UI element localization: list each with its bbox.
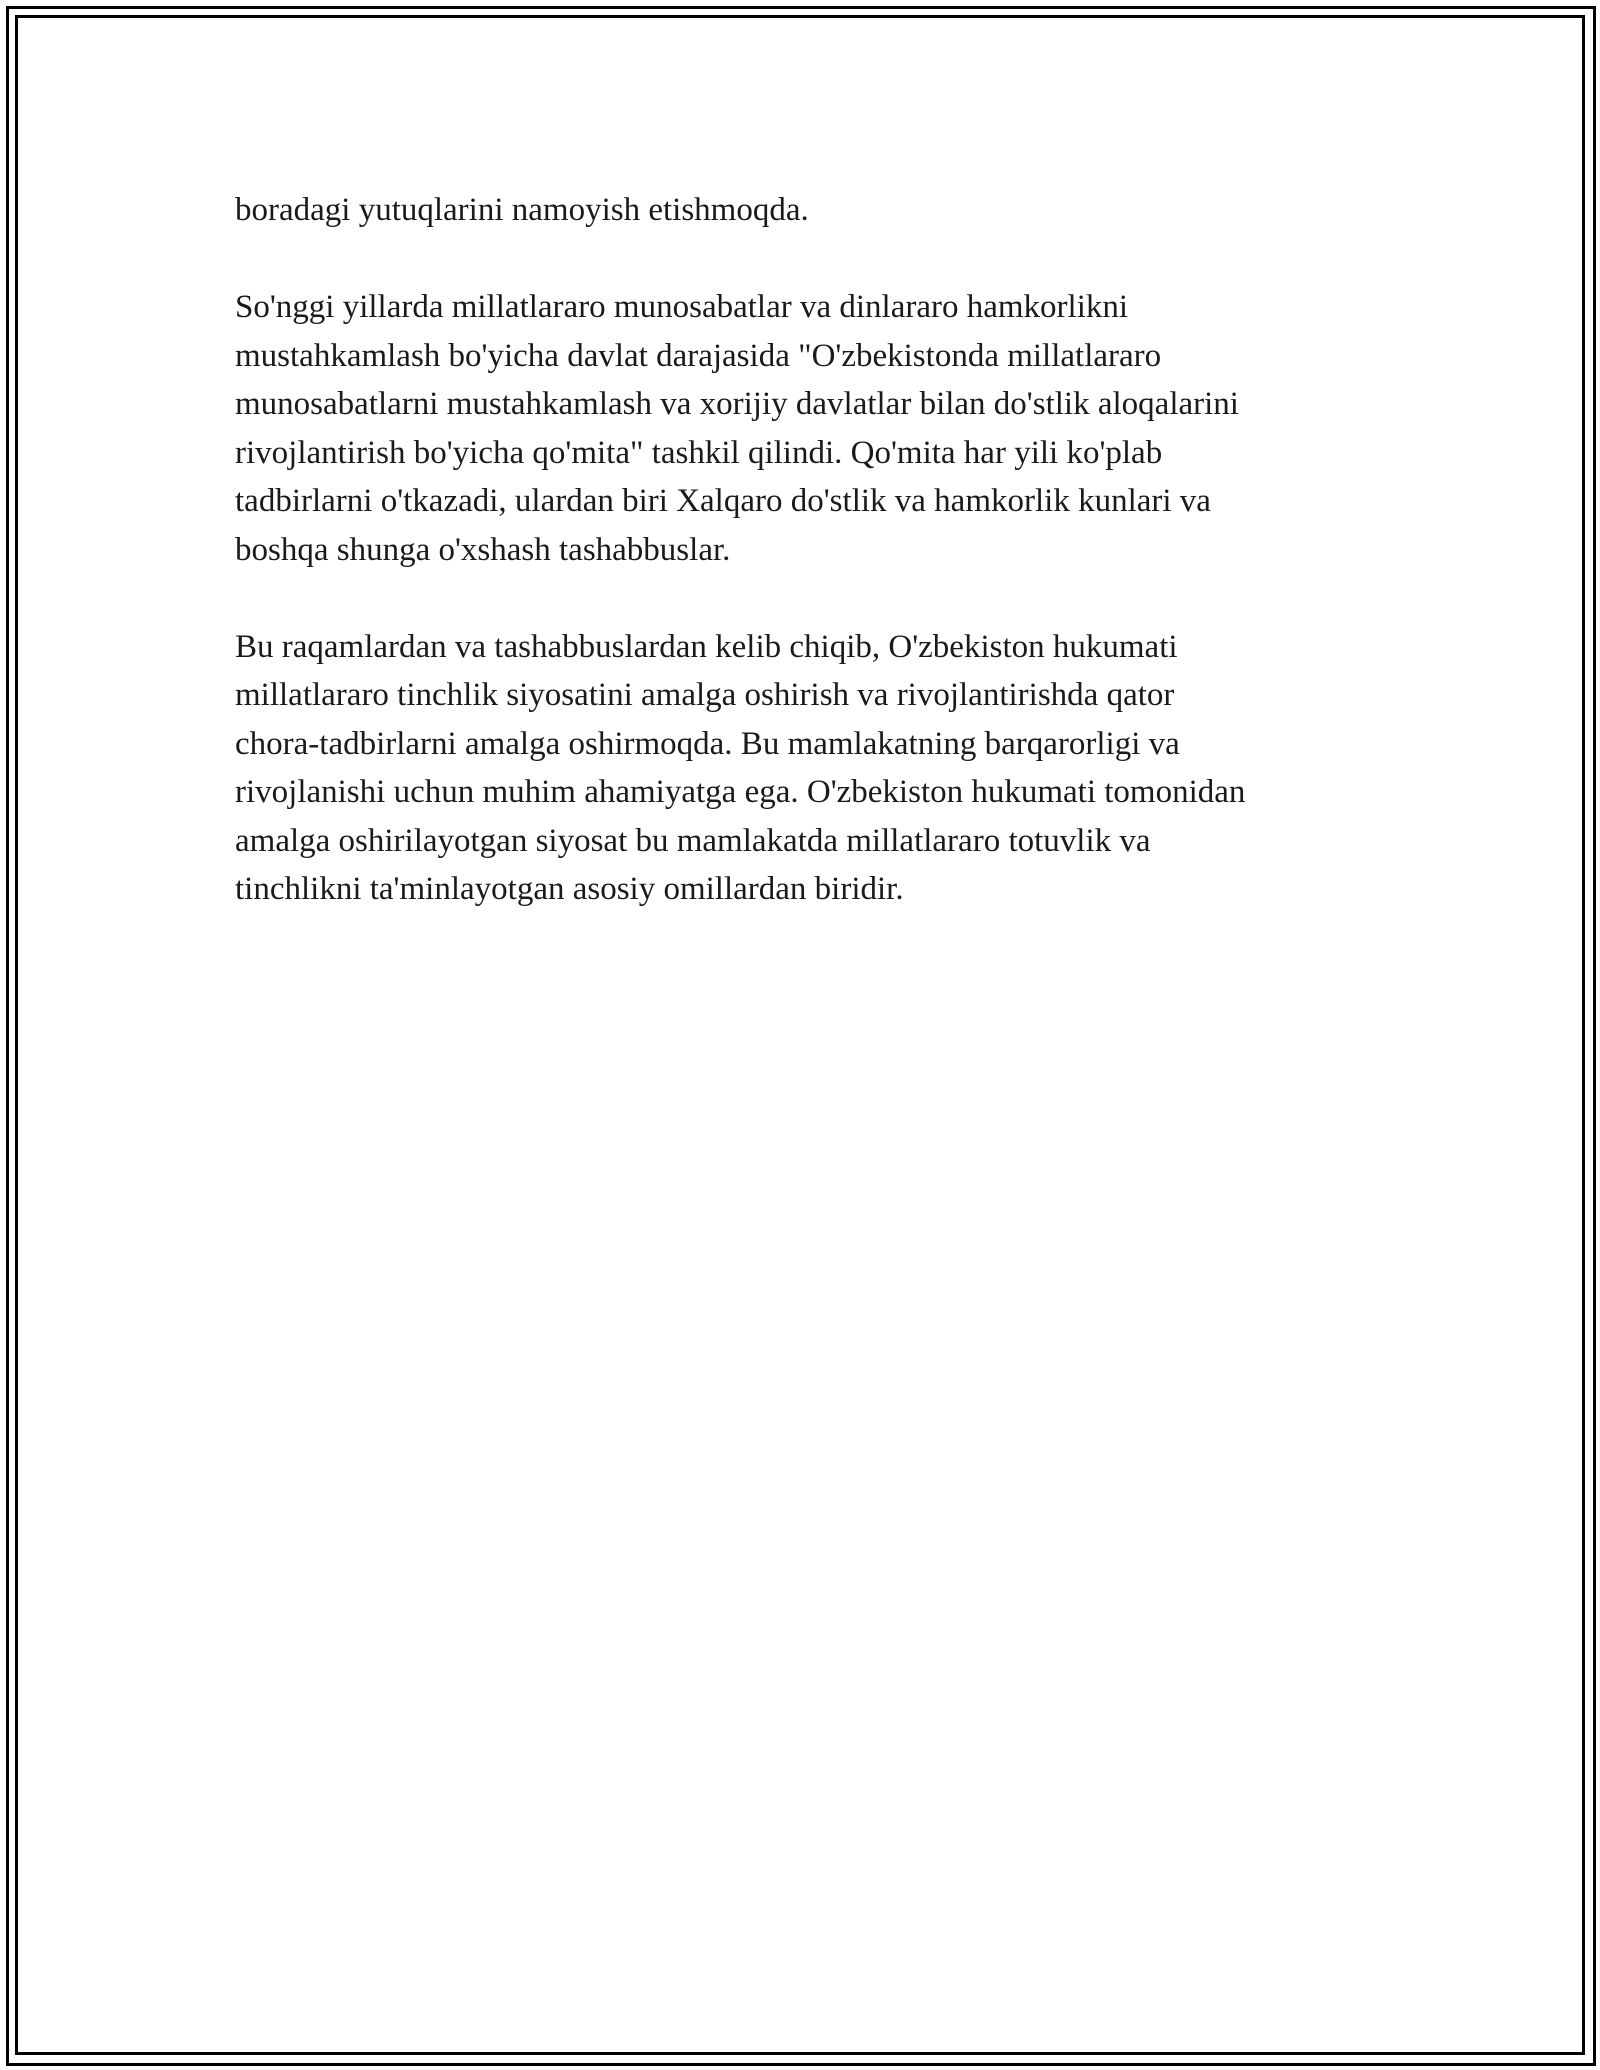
text-line: chora-tadbirlarni amalga oshirmoqda. Bu mamlakatning barqarorligi va: [235, 725, 1180, 762]
text-line: tinchlikni ta'minlayotgan asosiy omillardan biridir.: [235, 871, 904, 907]
text-line: mustahkamlash bo'yicha davlat darajasida "O'zbekistonda millatlararo: [235, 337, 1162, 374]
paragraph-1: [235, 186, 1385, 235]
document-body: [235, 186, 1385, 962]
paragraph-2: [235, 283, 1385, 574]
text-line: tadbirlarni o'tkazadi, ulardan biri Xalqaro do'stlik va hamkorlik kunlari va: [235, 483, 1211, 519]
text-line: munosabatlarni mustahkamlash va xorijiy davlatlar bilan do'stlik aloqalarini: [235, 386, 1239, 422]
text-line: millatlararo tinchlik siyosatini amalga oshirish va rivojlantirishda qator: [235, 677, 1175, 713]
text-line: So'nggi yillarda millatlararo munosabatlar va dinlararo hamkorlikni: [235, 289, 1129, 325]
text-line: amalga oshirilayotgan siyosat bu mamlakatda millatlararo totuvlik va: [235, 822, 1151, 859]
text-line: boradagi yutuqlarini namoyish etishmoqda.: [235, 192, 809, 228]
paragraph-3: [235, 623, 1385, 914]
text-line: rivojlanishi uchun muhim ahamiyatga ega. O'zbekiston hukumati tomonidan: [235, 774, 1246, 810]
text-line: Bu raqamlardan va tashabbuslardan kelib chiqib, O'zbekiston hukumati: [235, 628, 1178, 665]
text-line: boshqa shunga o'xshash tashabbuslar.: [235, 531, 731, 568]
text-line: rivojlantirish bo'yicha qo'mita" tashkil qilindi. Qo'mita har yili ko'plab: [235, 434, 1163, 471]
